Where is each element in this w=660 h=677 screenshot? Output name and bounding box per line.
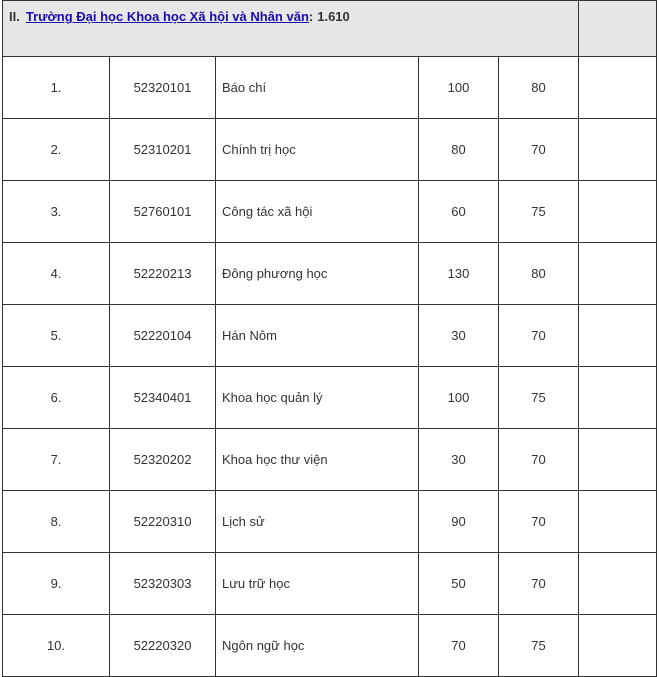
empty-cell <box>579 615 657 677</box>
quota-secondary-value: 80 <box>499 57 579 119</box>
major-name: Công tác xã hội <box>216 181 419 243</box>
university-link[interactable]: Trường Đại học Khoa học Xã hội và Nhân văn <box>25 9 309 24</box>
section-total-quota: 1.610 <box>317 9 350 24</box>
row-number: 9. <box>3 553 110 615</box>
quota-secondary-value: 75 <box>499 181 579 243</box>
major-name: Khoa học thư viện <box>216 429 419 491</box>
major-code: 52220104 <box>110 305 216 367</box>
admission-quota-table <box>2 0 657 677</box>
table-row <box>3 615 657 677</box>
quota-secondary-value: 80 <box>499 243 579 305</box>
table-row <box>3 429 657 491</box>
section-header-cell <box>3 1 579 57</box>
major-code: 52320202 <box>110 429 216 491</box>
row-number: 2. <box>3 119 110 181</box>
major-name: Báo chí <box>216 57 419 119</box>
quota-value: 30 <box>419 429 499 491</box>
quota-secondary-value: 70 <box>499 553 579 615</box>
row-number: 5. <box>3 305 110 367</box>
major-name: Đông phương học <box>216 243 419 305</box>
quota-secondary-value: 75 <box>499 615 579 677</box>
table-row <box>3 305 657 367</box>
empty-cell <box>579 243 657 305</box>
quota-value: 30 <box>419 305 499 367</box>
row-number: 1. <box>3 57 110 119</box>
major-code: 52760101 <box>110 181 216 243</box>
major-code: 52320101 <box>110 57 216 119</box>
empty-cell <box>579 181 657 243</box>
section-header-row <box>3 1 657 57</box>
quota-secondary-value: 75 <box>499 367 579 429</box>
row-number: 4. <box>3 243 110 305</box>
empty-cell <box>579 429 657 491</box>
quota-value: 100 <box>419 367 499 429</box>
table-row <box>3 119 657 181</box>
quota-value: 80 <box>419 119 499 181</box>
row-number: 6. <box>3 367 110 429</box>
table-row <box>3 367 657 429</box>
major-name: Ngôn ngữ học <box>216 615 419 677</box>
major-code: 52310201 <box>110 119 216 181</box>
quota-value: 70 <box>419 615 499 677</box>
empty-cell <box>579 119 657 181</box>
row-number: 3. <box>3 181 110 243</box>
section-number: II. <box>9 9 20 24</box>
quota-value: 130 <box>419 243 499 305</box>
major-code: 52220213 <box>110 243 216 305</box>
table-row <box>3 243 657 305</box>
empty-cell <box>579 553 657 615</box>
empty-cell <box>579 57 657 119</box>
row-number: 7. <box>3 429 110 491</box>
major-code: 52220320 <box>110 615 216 677</box>
section-separator: : <box>308 9 314 24</box>
section-empty-cell <box>579 1 657 57</box>
major-name: Lưu trữ học <box>216 553 419 615</box>
quota-secondary-value: 70 <box>499 429 579 491</box>
quota-value: 60 <box>419 181 499 243</box>
row-number: 8. <box>3 491 110 553</box>
major-name: Hán Nôm <box>216 305 419 367</box>
major-name: Lịch sử <box>216 491 419 553</box>
major-code: 52320303 <box>110 553 216 615</box>
quota-secondary-value: 70 <box>499 119 579 181</box>
empty-cell <box>579 367 657 429</box>
table-row <box>3 553 657 615</box>
empty-cell <box>579 305 657 367</box>
table-body <box>3 1 657 677</box>
table-row <box>3 57 657 119</box>
table-row <box>3 491 657 553</box>
major-code: 52340401 <box>110 367 216 429</box>
row-number: 10. <box>3 615 110 677</box>
quota-value: 90 <box>419 491 499 553</box>
quota-value: 100 <box>419 57 499 119</box>
quota-value: 50 <box>419 553 499 615</box>
major-code: 52220310 <box>110 491 216 553</box>
major-name: Khoa học quản lý <box>216 367 419 429</box>
table-row <box>3 181 657 243</box>
quota-secondary-value: 70 <box>499 491 579 553</box>
quota-secondary-value: 70 <box>499 305 579 367</box>
major-name: Chính trị học <box>216 119 419 181</box>
empty-cell <box>579 491 657 553</box>
